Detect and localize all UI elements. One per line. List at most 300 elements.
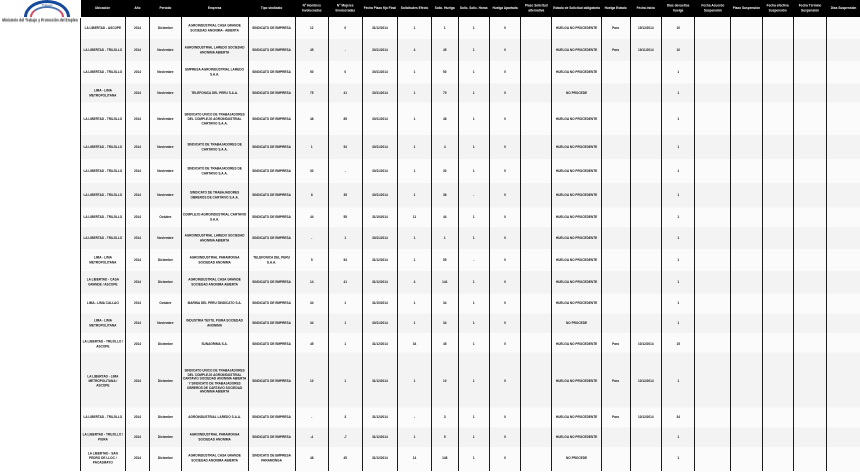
- cell-n_mujeres: 1: [329, 351, 363, 412]
- cell-periodo: Noviembre: [150, 134, 181, 162]
- cell-n_hombres: 48: [295, 446, 329, 472]
- cell-solic_huelga: 10: [431, 351, 458, 412]
- cell-huelga_apartada: 0: [489, 101, 520, 139]
- cell-ano: 2014: [125, 134, 150, 162]
- cell-fecha_plazo: 30/11/2014: [362, 312, 398, 336]
- cell-huelga_apartada: 0: [489, 406, 520, 430]
- col-header-periodo[interactable]: Periodo: [150, 0, 181, 20]
- ministry-caption: Ministerio del Trabajo y Promoción del Empleo: [0, 18, 80, 23]
- cell-ubicacion: LA LIBERTAD - TRUJILLO: [81, 206, 126, 230]
- cell-solic_horas: 1: [458, 158, 489, 186]
- cell-solic_horas: 1: [458, 426, 489, 450]
- cell-n_mujeres: 1: [329, 292, 363, 316]
- table-row[interactable]: [81, 208, 860, 228]
- cell-empresa: SINDICATO DE TRABAJADORES OBREROS DE CARTAVIO S.A.A.: [181, 182, 248, 210]
- cell-empresa: SINDICATO DE TRABAJADORES DE CARTAVIO S.A.A.: [181, 158, 248, 186]
- col-header-n_mujeres[interactable]: N° Mujeres Involucradas: [329, 0, 363, 20]
- cell-dias_huelga: 1: [661, 270, 695, 296]
- cell-ano: 2014: [125, 270, 150, 296]
- cell-ano: 2014: [125, 226, 150, 252]
- cell-huelga_estado: Paro: [601, 351, 630, 412]
- cell-ubicacion: LA LIBERTAD - CASA GRANDE / ASCOPE: [81, 270, 126, 296]
- cell-tipo_sindicato: SINDICATO DE EMPRESA: [248, 134, 295, 162]
- table-row[interactable]: [81, 228, 860, 250]
- col-header-n_hombres[interactable]: N° Hombres Involucrados: [295, 0, 329, 20]
- cell-empresa: AGROINDUSTRIAL PARAMONGA SOCIEDAD ANONIMA: [181, 248, 248, 274]
- cell-solicitudes: 1: [398, 292, 432, 316]
- cell-periodo: Noviembre: [150, 158, 181, 186]
- cell-n_mujeres: 85: [329, 101, 363, 139]
- cell-solic_horas: 1: [458, 226, 489, 252]
- cell-n_hombres: 10: [295, 351, 329, 412]
- cell-solicitudes: 11: [398, 206, 432, 230]
- cell-huelga_apartada: 0: [489, 82, 520, 106]
- cell-periodo: Octubre: [150, 292, 181, 316]
- cell-empresa: SINDICATO UNICO DE TRABAJADORES DEL COMPLEJO AGROINDUSTRIAL CARTAVIO S.A.A.: [181, 101, 248, 139]
- cell-huelga_apartada: 0: [489, 312, 520, 336]
- cell-solicitudes: 1: [398, 248, 432, 274]
- cell-periodo: Noviembre: [150, 60, 181, 86]
- cell-tipo_sindicato: SINDICATO DE EMPRESA: [248, 206, 295, 230]
- cell-empresa: AGROINDUSTRIAL LAREDO SOCIEDAD ANONIMA ABIERTA: [181, 226, 248, 252]
- cell-solic_huelga: 4: [431, 134, 458, 162]
- cell-solic_horas: 1: [458, 351, 489, 412]
- huelgas-data-table: [80, 0, 860, 471]
- cell-solic_horas: 1: [458, 312, 489, 336]
- cell-fecha_plazo: 31/12/2014: [362, 446, 398, 472]
- cell-n_hombres: 44: [295, 206, 329, 230]
- cell-tipo_sindicato: SINDICATO DE EMPRESA: [248, 351, 295, 412]
- cell-ubicacion: LA LIBERTAD - TRUJILLO: [81, 60, 126, 86]
- cell-solic_horas: 1: [458, 332, 489, 358]
- cell-solic_huelga: 3: [431, 406, 458, 430]
- cell-empresa: AGROINDUSTRIAL CASA GRANDE SOCIEDAD ANONIMA ABIERTA: [181, 270, 248, 296]
- cell-huelga_apartada: 0: [489, 332, 520, 358]
- cell-fecha_plazo: 30/11/2014: [362, 101, 398, 139]
- cell-estado_solicitud: HUELGA NO PROCEDENTE: [552, 332, 601, 358]
- cell-estado_solicitud: HUELGA NO PROCEDENTE: [552, 38, 601, 64]
- cell-tipo_sindicato: SINDICATO DE EMPRESA: [248, 226, 295, 252]
- cell-estado_solicitud: NO PROCEDE: [552, 446, 601, 472]
- cell-ubicacion: LA LIBERTAD - TRUJILLO / PIURA: [81, 426, 126, 450]
- cell-tipo_sindicato: SINDICATO DE EMPRESA: [248, 60, 295, 86]
- cell-fecha_acuerdo: [695, 351, 731, 412]
- cell-n_hombres: 75: [295, 82, 329, 106]
- cell-solicitudes: 1: [398, 312, 432, 336]
- cell-dias_huelga: 10: [661, 38, 695, 64]
- cell-solicitudes: 4: [398, 38, 432, 64]
- cell-fecha_plazo: 30/11/2014: [362, 158, 398, 186]
- cell-solicitudes: 1: [398, 351, 432, 412]
- cell-ano: 2014: [125, 16, 150, 42]
- col-header-dias_huelga[interactable]: Días devueltos huelga: [661, 0, 695, 20]
- cell-solic_huelga: 148: [431, 446, 458, 472]
- cell-ano: 2014: [125, 60, 150, 86]
- cell-solic_horas: 1: [458, 406, 489, 430]
- col-header-huelga_estado[interactable]: Huelga Estado: [601, 0, 630, 20]
- cell-n_hombres: 8: [295, 182, 329, 210]
- cell-fecha_inicio: 10/12/2014: [630, 406, 661, 430]
- cell-empresa: SINDICATO UNICO DE TRABAJADORES DEL COMPLEJO AGROINDUSTRIAL CARTAVIO SOCIEDAD ANONIMA ABIERTA Y SINDICATO DE TRABAJADORES OBREROS DE CARTAVIO SOCIEDAD ANONIMA ABIERTA: [181, 351, 248, 412]
- table-row[interactable]: [81, 356, 860, 408]
- cell-fecha_plazo: 30/11/2014: [362, 226, 398, 252]
- cell-ano: 2014: [125, 38, 150, 64]
- cell-solic_huelga: 50: [431, 60, 458, 86]
- cell-huelga_estado: Paro: [601, 332, 630, 358]
- table-body: [81, 18, 860, 470]
- cell-ano: 2014: [125, 351, 150, 412]
- cell-estado_solicitud: HUELGA NO PROCEDENTE: [552, 406, 601, 430]
- cell-huelga_estado: Paro: [601, 38, 630, 64]
- cell-n_hombres: 34: [295, 292, 329, 316]
- cell-estado_solicitud: HUELGA NO PROCEDENTE: [552, 426, 601, 450]
- cell-ubicacion: LA LIBERTAD - TRUJILLO / ASCOPE: [81, 332, 126, 358]
- cell-solic_horas: 1: [458, 82, 489, 106]
- cell-solicitudes: 1: [398, 16, 432, 42]
- cell-periodo: Diciembre: [150, 270, 181, 296]
- cell-tipo_sindicato: SINDICATO DE EMPRESA: [248, 16, 295, 42]
- cell-solic_huelga: 45: [431, 332, 458, 358]
- cell-solicitudes: 1: [398, 134, 432, 162]
- table-row[interactable]: [81, 18, 860, 40]
- cell-plazo_solicitud: [521, 351, 552, 412]
- cell-fecha_inicio: 10/12/2014: [630, 332, 661, 358]
- cell-dias_huelga: 1: [661, 292, 695, 316]
- table-row[interactable]: [81, 160, 860, 184]
- cell-fecha_plazo: 31/12/2014: [362, 248, 398, 274]
- huelgas-table-wrapper: [80, 0, 860, 450]
- cell-periodo: Diciembre: [150, 426, 181, 450]
- cell-n_mujeres: -: [329, 158, 363, 186]
- cell-n_mujeres: 3: [329, 406, 363, 430]
- cell-dias_huelga: 15: [661, 332, 695, 358]
- cell-ubicacion: LA LIBERTAD - ASCOPE: [81, 16, 126, 42]
- ministry-logo-block: [0, 0, 80, 30]
- col-header-dias_susp[interactable]: Días Suspensión: [827, 0, 860, 20]
- cell-dias_huelga: 34: [661, 406, 695, 430]
- cell-empresa: EMPRESA AGROINDUSTRIAL LAREDO S.A.A.: [181, 60, 248, 86]
- cell-solic_huelga: 44: [431, 206, 458, 230]
- cell-n_mujeres: -: [329, 38, 363, 64]
- cell-solic_huelga: 34: [431, 312, 458, 336]
- cell-solic_huelga: 34: [431, 292, 458, 316]
- cell-tipo_sindicato: SINDICATO DE EMPRESA: [248, 82, 295, 106]
- cell-n_mujeres: 0: [329, 60, 363, 86]
- cell-ano: 2014: [125, 406, 150, 430]
- cell-fecha_plazo: 30/11/2014: [362, 60, 398, 86]
- cell-fecha_plazo: 31/12/2014: [362, 406, 398, 430]
- cell-tipo_sindicato: SINDICATO DE EMPRESA: [248, 101, 295, 139]
- cell-n_mujeres: 54: [329, 134, 363, 162]
- cell-tipo_sindicato: SINDICATO DE EMPRESA: [248, 426, 295, 450]
- cell-solicitudes: 1: [398, 158, 432, 186]
- cell-tipo_sindicato: SINDICATO DE EMPRESA: [248, 406, 295, 430]
- cell-ubicacion: LA LIBERTAD - TRUJILLO: [81, 406, 126, 430]
- table-row[interactable]: [81, 408, 860, 428]
- cell-solic_horas: 1: [458, 270, 489, 296]
- col-header-plazo_solicitud[interactable]: Plazo Solicitud alternativa: [521, 0, 552, 20]
- cell-huelga_apartada: 0: [489, 206, 520, 230]
- col-header-tipo_sindicato[interactable]: Tipo sindicato: [248, 0, 295, 20]
- cell-ano: 2014: [125, 332, 150, 358]
- cell-n_hombres: -: [295, 406, 329, 430]
- cell-ubicacion: LA LIBERTAD - TRUJILLO: [81, 38, 126, 64]
- cell-dias_huelga: 1: [661, 446, 695, 472]
- cell-huelga_apartada: 0: [489, 38, 520, 64]
- cell-ano: 2014: [125, 292, 150, 316]
- cell-ubicacion: LIMA - LIMA METROPOLITANA: [81, 248, 126, 274]
- cell-fecha_inicio: 10/12/2014: [630, 351, 661, 412]
- cell-n_mujeres: 41: [329, 270, 363, 296]
- cell-periodo: Diciembre: [150, 16, 181, 42]
- cell-estado_solicitud: NO PROCEDE: [552, 82, 601, 106]
- cell-solicitudes: 1: [398, 60, 432, 86]
- cell-periodo: Diciembre: [150, 446, 181, 472]
- col-header-fecha_inicio[interactable]: Fecha inicio: [630, 0, 661, 20]
- cell-n_mujeres: 0: [329, 16, 363, 42]
- table-row[interactable]: [81, 448, 860, 470]
- cell-solicitudes: 1: [398, 226, 432, 252]
- cell-periodo: Noviembre: [150, 101, 181, 139]
- cell-estado_solicitud: HUELGA NO PROCEDENTE: [552, 182, 601, 210]
- cell-empresa: AGROINDUSTRIAL LAREDO SOCIEDAD ANONIMA ABIERTA: [181, 38, 248, 64]
- cell-solic_huelga: 5: [431, 426, 458, 450]
- cell-periodo: Noviembre: [150, 312, 181, 336]
- table-row[interactable]: [81, 40, 860, 62]
- cell-plazo_susp: [731, 351, 762, 412]
- cell-empresa: AGROINDUSTRIAL CASA GRANDE SOCIEDAD ANONIMA ABIERTA: [181, 446, 248, 472]
- cell-empresa: AGROINDUSTRIAL LAREDO S.A.A.: [181, 406, 248, 430]
- cell-n_hombres: 1: [295, 134, 329, 162]
- cell-tipo_sindicato: SINDICATO DE EMPRESA: [248, 332, 295, 358]
- cell-ano: 2014: [125, 182, 150, 210]
- col-header-huelga_apartada[interactable]: Huelga Apartada: [489, 0, 520, 20]
- cell-fecha_plazo: 30/11/2014: [362, 82, 398, 106]
- cell-periodo: Noviembre: [150, 82, 181, 106]
- cell-fecha_ef_susp: [762, 351, 793, 412]
- cell-solicitudes: 4: [398, 270, 432, 296]
- cell-solic_horas: 1: [458, 446, 489, 472]
- cell-ano: 2014: [125, 312, 150, 336]
- cell-dias_huelga: 1: [661, 426, 695, 450]
- cell-n_hombres: 30: [295, 158, 329, 186]
- cell-dias_huelga: 1: [661, 182, 695, 210]
- cell-solic_huelga: 1: [431, 16, 458, 42]
- cell-solic_huelga: 45: [431, 38, 458, 64]
- cell-ano: 2014: [125, 248, 150, 274]
- cell-huelga_apartada: 0: [489, 351, 520, 412]
- col-header-solic_huelga[interactable]: Solic. Huelga: [431, 0, 458, 20]
- cell-tipo_sindicato: SINDICATO DE EMPRESA: [248, 182, 295, 210]
- cell-solic_huelga: 30: [431, 158, 458, 186]
- cell-dias_huelga: 10: [661, 16, 695, 42]
- table-row[interactable]: [81, 184, 860, 208]
- cell-fecha_plazo: 31/12/2014: [362, 426, 398, 450]
- cell-estado_solicitud: HUELGA NO PROCEDENTE: [552, 248, 601, 274]
- cell-empresa: SINDICATO DE TRABAJADORES DE CARTAVIO S.A.A.: [181, 134, 248, 162]
- cell-ubicacion: LIMA - LIMA METROPOLITANA: [81, 312, 126, 336]
- cell-huelga_apartada: 0: [489, 270, 520, 296]
- cell-huelga_apartada: 0: [489, 248, 520, 274]
- cell-huelga_apartada: 0: [489, 446, 520, 472]
- cell-n_hombres: 12: [295, 16, 329, 42]
- cell-tipo_sindicato: SINDICATO DE EMPRESA: [248, 38, 295, 64]
- cell-estado_solicitud: HUELGA NO PROCEDENTE: [552, 158, 601, 186]
- cell-ano: 2014: [125, 426, 150, 450]
- cell-n_mujeres: 1: [329, 332, 363, 358]
- cell-n_hombres: 45: [295, 38, 329, 64]
- cell-solic_horas: 1: [458, 134, 489, 162]
- cell-dias_huelga: 1: [661, 206, 695, 230]
- cell-periodo: Diciembre: [150, 351, 181, 412]
- cell-solic_huelga: 144: [431, 270, 458, 296]
- cell-n_mujeres: 35: [329, 182, 363, 210]
- cell-huelga_apartada: 0: [489, 16, 520, 42]
- cell-ubicacion: LIMA - LIMA CALLAO: [81, 292, 126, 316]
- cell-periodo: Noviembre: [150, 182, 181, 210]
- cell-periodo: Octubre: [150, 206, 181, 230]
- cell-solicitudes: -: [398, 406, 432, 430]
- cell-n_mujeres: 55: [329, 206, 363, 230]
- cell-estado_solicitud: HUELGA NO PROCEDENTE: [552, 292, 601, 316]
- cell-estado_solicitud: HUELGA NO PROCEDENTE: [552, 60, 601, 86]
- cell-fecha_inicio: 19/11/2014: [630, 38, 661, 64]
- cell-dias_susp: [827, 351, 860, 412]
- cell-fecha_plazo: 31/12/2014: [362, 351, 398, 412]
- cell-fecha_plazo: 31/10/2014: [362, 292, 398, 316]
- cell-dias_huelga: 1: [661, 134, 695, 162]
- cell-n_hombres: 14: [295, 270, 329, 296]
- cell-huelga_apartada: 0: [489, 226, 520, 252]
- cell-periodo: Diciembre: [150, 406, 181, 430]
- cell-solicitudes: 1: [398, 426, 432, 450]
- cell-huelga_apartada: 0: [489, 60, 520, 86]
- cell-solic_huelga: 55: [431, 248, 458, 274]
- cell-tipo_sindicato: SINDICATO DE EMPRESA: [248, 158, 295, 186]
- col-header-solicitudes[interactable]: Solicitudes Efecto: [398, 0, 432, 20]
- table-row[interactable]: [81, 136, 860, 160]
- cell-empresa: SUNAGRIMA S.A.: [181, 332, 248, 358]
- cell-fecha_inicio: 15/12/2014: [630, 16, 661, 42]
- cell-ano: 2014: [125, 446, 150, 472]
- cell-empresa: MARINA DEL PERU SINDICATO S.A.: [181, 292, 248, 316]
- cell-empresa: INDUSTRIA TEXTIL PIURA SOCIEDAD ANONIMA: [181, 312, 248, 336]
- cell-fecha_plazo: 30/11/2014: [362, 134, 398, 162]
- cell-tipo_sindicato: SINDICATO DE EMPRESA: [248, 270, 295, 296]
- cell-estado_solicitud: HUELGA NO PROCEDENTE: [552, 351, 601, 412]
- cell-n_hombres: 45: [295, 332, 329, 358]
- table-row[interactable]: [81, 250, 860, 272]
- cell-fecha_plazo: 30/11/2014: [362, 38, 398, 64]
- cell-solic_huelga: 38: [431, 182, 458, 210]
- cell-n_mujeres: 1: [329, 312, 363, 336]
- table-row[interactable]: [81, 314, 860, 334]
- cell-dias_huelga: 1: [661, 226, 695, 252]
- cell-solicitudes: 34: [398, 332, 432, 358]
- cell-estado_solicitud: HUELGA NO PROCEDENTE: [552, 101, 601, 139]
- cell-fecha_plazo: 30/11/2014: [362, 182, 398, 210]
- cell-dias_huelga: 1: [661, 312, 695, 336]
- cell-ubicacion: LA LIBERTAD - SAN PEDRO DE LLOC / PACASMAYO: [81, 446, 126, 472]
- table-row[interactable]: [81, 294, 860, 314]
- cell-periodo: Noviembre: [150, 38, 181, 64]
- cell-empresa: COMPLEJO AGROINDUSTRIAL CARTAVIO S.A.A.: [181, 206, 248, 230]
- cell-periodo: Diciembre: [150, 248, 181, 274]
- cell-solicitudes: 1: [398, 82, 432, 106]
- cell-n_hombres: 34: [295, 312, 329, 336]
- cell-n_hombres: 5: [295, 248, 329, 274]
- cell-estado_solicitud: HUELGA NO PROCEDENTE: [552, 206, 601, 230]
- cell-huelga_apartada: 0: [489, 134, 520, 162]
- cell-solicitudes: 14: [398, 446, 432, 472]
- cell-solic_horas: 1: [458, 292, 489, 316]
- col-header-estado_solicitud[interactable]: Estado de Solicitud obligatoria: [552, 0, 601, 20]
- cell-solic_horas: 1: [458, 16, 489, 42]
- cell-dias_huelga: 1: [661, 351, 695, 412]
- col-header-solic_horas[interactable]: Solic. Solic. Horas: [458, 0, 489, 20]
- cell-tipo_sindicato: TELEFONICA DEL PERU S.A.A.: [248, 248, 295, 274]
- cell-huelga_apartada: 0: [489, 292, 520, 316]
- cell-ano: 2014: [125, 206, 150, 230]
- cell-estado_solicitud: HUELGA NO PROCEDENTE: [552, 134, 601, 162]
- cell-huelga_apartada: 0: [489, 158, 520, 186]
- cell-empresa: TELEFONICA DEL PERU S.A.A.: [181, 82, 248, 106]
- col-header-fecha_acuerdo[interactable]: Fecha Acuerdo Suspensión: [695, 0, 731, 20]
- col-header-ano[interactable]: Año: [125, 0, 150, 20]
- cell-solic_horas: 1: [458, 101, 489, 139]
- cell-huelga_estado: Paro: [601, 406, 630, 430]
- cell-n_mujeres: -7: [329, 426, 363, 450]
- col-header-ubicacion[interactable]: Ubicación: [81, 0, 126, 20]
- cell-fecha_term_susp: [793, 351, 827, 412]
- cell-ano: 2014: [125, 101, 150, 139]
- cell-solic_huelga: 48: [431, 101, 458, 139]
- col-header-empresa[interactable]: Empresa: [181, 0, 248, 20]
- cell-solicitudes: 1: [398, 182, 432, 210]
- cell-ubicacion: LA LIBERTAD - LIMA METROPOLITANA / ASCOPE: [81, 351, 126, 412]
- cell-estado_solicitud: HUELGA NO PROCEDENTE: [552, 270, 601, 296]
- cell-periodo: Noviembre: [150, 226, 181, 252]
- table-row[interactable]: [81, 428, 860, 448]
- cell-n_mujeres: 45: [329, 446, 363, 472]
- cell-n_hombres: 50: [295, 60, 329, 86]
- cell-ano: 2014: [125, 158, 150, 186]
- cell-huelga_apartada: 0: [489, 182, 520, 210]
- cell-ubicacion: LA LIBERTAD - TRUJILLO: [81, 101, 126, 139]
- cell-n_mujeres: 1: [329, 226, 363, 252]
- cell-dias_huelga: 1: [661, 158, 695, 186]
- cell-n_hombres: 48: [295, 101, 329, 139]
- cell-estado_solicitud: NO PROCEDE: [552, 312, 601, 336]
- col-header-plazo_susp[interactable]: Plazo Suspensión: [731, 0, 762, 20]
- cell-empresa: AGROINDUSTRIAL PARAMONGA SOCIEDAD ANONIMA: [181, 426, 248, 450]
- col-header-fecha_ef_susp[interactable]: Fecha efectiva Suspensión: [762, 0, 793, 20]
- table-row[interactable]: [81, 272, 860, 294]
- cell-solic_horas: 1: [458, 60, 489, 86]
- cell-fecha_plazo: 31/12/2014: [362, 16, 398, 42]
- cell-dias_huelga: 1: [661, 101, 695, 139]
- table-row[interactable]: [81, 104, 860, 136]
- cell-ubicacion: LA LIBERTAD - TRUJILLO: [81, 182, 126, 210]
- cell-ano: 2014: [125, 82, 150, 106]
- cell-ubicacion: LA LIBERTAD - TRUJILLO: [81, 226, 126, 252]
- cell-periodo: Diciembre: [150, 332, 181, 358]
- table-row[interactable]: [81, 62, 860, 84]
- cell-solic_horas: 1: [458, 206, 489, 230]
- ministry-emblem-icon: [24, 0, 70, 17]
- col-header-fecha_plazo[interactable]: Fecha Plazo fijo Final: [362, 0, 398, 20]
- col-header-fecha_term_susp[interactable]: Fecha Término Suspensión: [793, 0, 827, 20]
